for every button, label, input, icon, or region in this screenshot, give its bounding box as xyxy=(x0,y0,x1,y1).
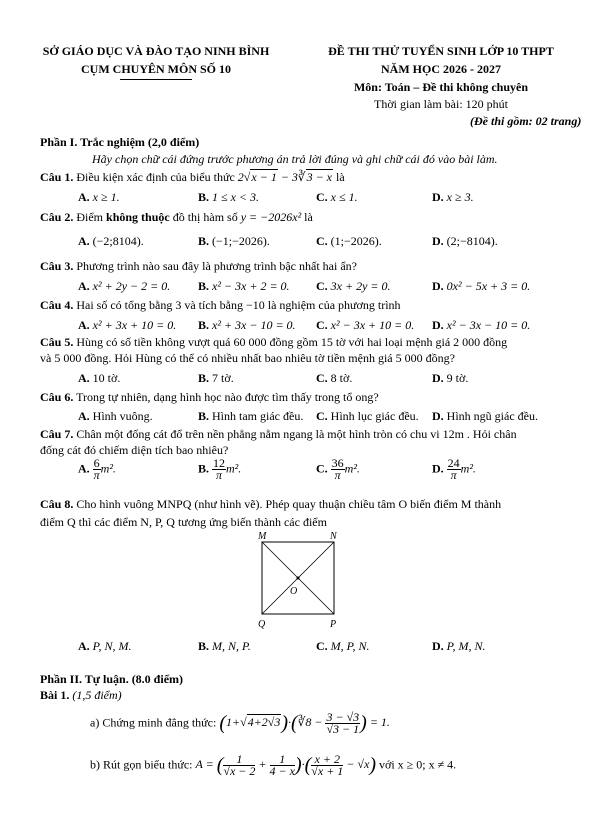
header-underline xyxy=(120,79,192,80)
q7-option-c[interactable]: C. $\frac{36}{\pi}$ m². xyxy=(316,456,360,482)
square-mnpq-figure xyxy=(248,530,348,638)
exam-title: ĐỀ THI THỬ TUYỂN SINH LỚP 10 THPT xyxy=(328,44,554,58)
q5-option-b[interactable]: B. 7 tờ. xyxy=(198,371,234,385)
duration-line: Thời gian làm bài: 120 phút xyxy=(374,97,508,111)
q2-option-b[interactable]: B. (−1;−2026). xyxy=(198,234,270,248)
q3-option-b[interactable]: B. x² − 3x + 2 = 0. xyxy=(198,279,290,293)
q3-option-c[interactable]: C. 3x + 2y = 0. xyxy=(316,279,391,293)
q5-option-a[interactable]: A. 10 tờ. xyxy=(78,371,121,385)
q1-expression: 2√x − 1 − 3∛3 − x xyxy=(237,170,333,184)
q6-option-d[interactable]: D. Hình ngũ giác đều. xyxy=(432,409,538,423)
page-count-note: (Đề thi gồm: 02 trang) xyxy=(470,114,582,128)
label-o: O xyxy=(290,586,298,597)
q4-option-b[interactable]: B. x² + 3x − 10 = 0. xyxy=(198,318,296,332)
bai1-b-expression: A = ( $\frac{1}{√x - 2}$ + $\frac{1}{4 - x}$ )·( $\frac{x + 2}{√x + 1}$ − √x) xyxy=(195,752,376,778)
q6-option-c[interactable]: C. Hình lục giác đều. xyxy=(316,409,419,423)
question-6: Câu 6. Trong tự nhiên, dạng hình học nào được tìm thấy trong tổ ong? xyxy=(40,390,379,404)
question-5: Câu 5. Hùng có số tiền không vượt quá 60 000 đồng gồm 15 tờ với hai loại mệnh giá 2 000 đồng xyxy=(40,335,508,349)
q8-option-c[interactable]: C. M, P, N. xyxy=(316,639,370,653)
question-2: Câu 2. Điểm không thuộc đồ thị hàm số y = −2026x² là xyxy=(40,210,313,224)
q6-option-a[interactable]: A. Hình vuông. xyxy=(78,409,153,423)
subject-line: Môn: Toán – Đề thi không chuyên xyxy=(353,80,529,94)
part1-title: Phần I. Trắc nghiệm (2,0 điểm) xyxy=(40,135,200,149)
question-1: Câu 1. Điều kiện xác định của biểu thức 2√x − 1 − 3∛3 − x là xyxy=(40,170,345,184)
q7-option-b[interactable]: B. $\frac{12}{\pi}$ m². xyxy=(198,456,242,482)
q2-option-d[interactable]: D. (2;−8104). xyxy=(432,234,498,248)
question-8-line2: điểm Q thì các điểm N, P, Q tương ứng biến thành các điểm xyxy=(40,515,327,529)
header-department: SỞ GIÁO DỤC VÀ ĐÀO TẠO NINH BÌNH xyxy=(42,44,270,58)
q1-option-c[interactable]: C. x ≤ 1. xyxy=(316,190,358,204)
bai1-b: b) Rút gọn biểu thức: A = ( $\frac{1}{√x - 2}$ + $\frac{1}{4 - x}$ )·( $\frac{x + 2}{√x + 1}$ − √x) với x ≥ 0; x ≠ 4. xyxy=(90,752,457,778)
q1-option-d[interactable]: D. x ≥ 3. xyxy=(432,190,474,204)
label-q: Q xyxy=(258,619,266,630)
q4-option-d[interactable]: D. x² − 3x − 10 = 0. xyxy=(432,318,531,332)
question-5-line2: và 5 000 đồng. Hỏi Hùng có thể có nhiều nhất bao nhiêu tờ tiền mệnh giá 5 000 đồng? xyxy=(40,351,455,365)
bai1-a-expression: (1+√4+2√3)·(∛8 − $\frac{3 - √3}{√3 - 1}$ ) = 1. xyxy=(219,710,390,736)
center-point xyxy=(297,577,300,580)
q3-option-d[interactable]: D. 0x² − 5x + 3 = 0. xyxy=(432,279,531,293)
q4-option-c[interactable]: C. x² − 3x + 10 = 0. xyxy=(316,318,415,332)
q8-option-a[interactable]: A. P, N, M. xyxy=(78,639,132,653)
label-n: N xyxy=(330,531,337,542)
label-m: M xyxy=(258,531,267,542)
question-7: Câu 7. Chân một đống cát đổ trên nền phẳng nằm ngang là một hình tròn có chu vi 12m . Hỏi chân xyxy=(40,427,517,441)
question-8: Câu 8. Cho hình vuông MNPQ (như hình vẽ). Phép quay thuận chiều tâm O biến điểm M thành xyxy=(40,497,502,511)
q1-option-a[interactable]: A. x ≥ 1. xyxy=(78,190,120,204)
q4-option-a[interactable]: A. x² + 3x + 10 = 0. xyxy=(78,318,177,332)
school-year: NĂM HỌC 2026 - 2027 xyxy=(381,62,501,76)
question-3: Câu 3. Phương trình nào sau đây là phương trình bậc nhất hai ẩn? xyxy=(40,259,357,273)
question-7-line2: đống cát đó chiếm diện tích bao nhiêu? xyxy=(40,443,229,457)
part2-title: Phần II. Tự luận. (8.0 điểm) xyxy=(40,672,184,686)
q8-option-d[interactable]: D. P, M, N. xyxy=(432,639,486,653)
bai1-a: a) Chứng minh đẳng thức: (1+√4+2√3)·(∛8 − $\frac{3 - √3}{√3 - 1}$ ) = 1. xyxy=(90,710,390,736)
q6-option-b[interactable]: B. Hình tam giác đều. xyxy=(198,409,304,423)
q8-option-b[interactable]: B. M, N, P. xyxy=(198,639,251,653)
q5-option-c[interactable]: C. 8 tờ. xyxy=(316,371,353,385)
q5-option-d[interactable]: D. 9 tờ. xyxy=(432,371,469,385)
q3-option-a[interactable]: A. x² + 2y − 2 = 0. xyxy=(78,279,171,293)
label-p: P xyxy=(330,619,337,630)
q7-option-a[interactable]: A. $\frac{6}{\pi}$ m². xyxy=(78,456,116,482)
bai1-heading: Bài 1. (1,5 điểm) xyxy=(40,688,122,702)
part1-instruction: Hãy chọn chữ cái đứng trước phương án trả lời đúng và ghi chữ cái đó vào bài làm. xyxy=(92,152,498,166)
question-4: Câu 4. Hai số có tổng bằng 3 và tích bằng −10 là nghiệm của phương trình xyxy=(40,298,401,312)
q1-option-b[interactable]: B. 1 ≤ x < 3. xyxy=(198,190,260,204)
q2-option-a[interactable]: A. (−2;8104). xyxy=(78,234,144,248)
q7-option-d[interactable]: D. $\frac{24}{\pi}$ m². xyxy=(432,456,476,482)
header-cluster: CỤM CHUYÊN MÔN SỐ 10 xyxy=(81,62,231,76)
q2-option-c[interactable]: C. (1;−2026). xyxy=(316,234,382,248)
